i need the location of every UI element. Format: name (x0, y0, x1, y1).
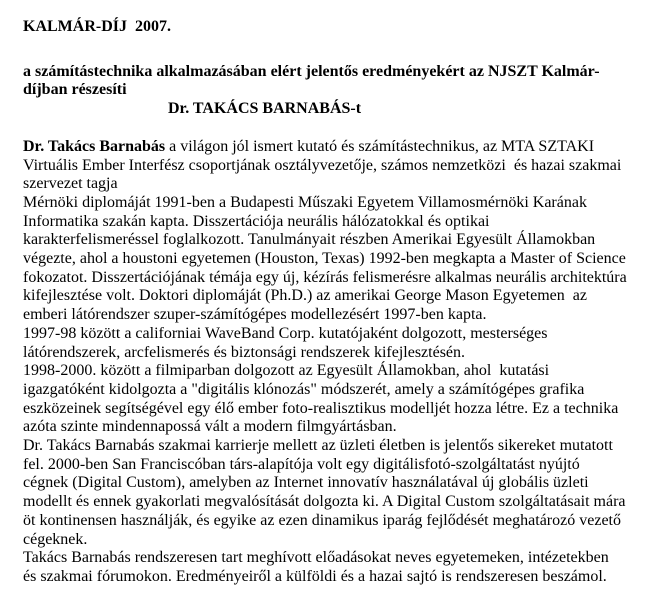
text-line: igazgatóként kidolgozta a "digitális klónozás" módszerét, amely a számítógépes grafika (23, 380, 585, 398)
text-line: modellt és ennek gyakorlati megvalósítását dolgozta ki. A Digital Custom szolgáltatásait mára (23, 493, 626, 511)
text-line: és szakmai fórumokon. Eredményeiről a külföldi és a hazai sajtó is rendszeresen beszámol. (23, 567, 607, 585)
text-line (23, 138, 646, 157)
text-line: öt kontinensen használják, és egyike az ezen dinamikus iparág fejlődését meghatározó vezető (23, 511, 621, 529)
text-line: cégeknek. (23, 530, 88, 548)
person-name-bold: Dr. Takács Barnabás (23, 137, 166, 155)
award-statement (23, 63, 646, 100)
text-line: szervezet tagja (23, 175, 118, 193)
text-line: végezte, ahol a houstoni egyetemen (Houston, Texas) 1992-ben megkapta a Master of Science (23, 250, 626, 268)
document-title: KALMÁR-DÍJ 2007. (23, 18, 171, 35)
awardee-name: Dr. TAKÁCS BARNABÁS-t (168, 100, 362, 118)
text-line: a számítástechnika alkalmazásában elért jelentős eredményekért az NJSZT Kalmár- (23, 62, 600, 80)
text-line: fel. 2000-ben San Franciscóban társ-alapítója volt egy digitálisfotó-szolgáltatást nyújtó (23, 455, 580, 473)
first-line-rest: a világon jól ismert kutató és számítástechnikus, az MTA SZTAKI (165, 137, 595, 155)
text-line: cégnek (Digital Custom), amelyben az Internet innovatív használatával új globális üzleti (23, 474, 589, 492)
text-line: kifejlesztése volt. Doktori diplomáját (Ph.D.) az amerikai George Mason Egyetemen az (23, 287, 587, 305)
text-line: azóta szinte mindennapossá vált a modern filmgyártásban. (23, 418, 397, 436)
text-line: eszközeinek segítségével egy élő ember foto-realisztikus modelljét hozza létre. Ez a technika (23, 399, 619, 417)
text-line: 1997-98 között a californiai WaveBand Corp. kutatójaként dolgozott, mesterséges (23, 324, 548, 342)
text-line: emberi látórendszer szuper-számítógépes modellezésért 1997-ben kapta. (23, 306, 487, 324)
text-line: Mérnöki diplomáját 1991-ben a Budapesti Műszaki Egyetem Villamosmérnöki Karának (23, 193, 587, 211)
text-line: Dr. Takács Barnabás szakmai karrierje mellett az üzleti életben is jelentős sikereket mutatott (23, 437, 613, 455)
text-line: látórendszerek, arcfelismerés és biztonsági rendszerek kifejlesztésén. (23, 343, 466, 361)
text-line: Virtuális Ember Interfész csoportjának osztályvezetője, számos nemzetközi és hazai szakmai (23, 156, 622, 174)
biography-lines (23, 157, 646, 587)
text-line: 1998-2000. között a filmiparban dolgozott az Egyesült Államokban, ahol kutatási (23, 362, 550, 380)
text-line: díjban részesíti (23, 81, 127, 99)
text-line: Takács Barnabás rendszeresen tart meghívott előadásokat neves egyetemeken, intézetekben (23, 549, 609, 567)
text-line: Informatika szakán kapta. Disszertációja neurális hálózatokkal és optikai (23, 212, 490, 230)
biography (23, 138, 646, 587)
text-line: fokozatot. Disszertációjának témája egy új, kézírás felismerésre alkalmas neurális architektúra (23, 268, 627, 286)
text-line: karakterfelismeréssel foglalkozott. Tanulmányait részben Amerikai Egyesült Államokban (23, 231, 596, 249)
